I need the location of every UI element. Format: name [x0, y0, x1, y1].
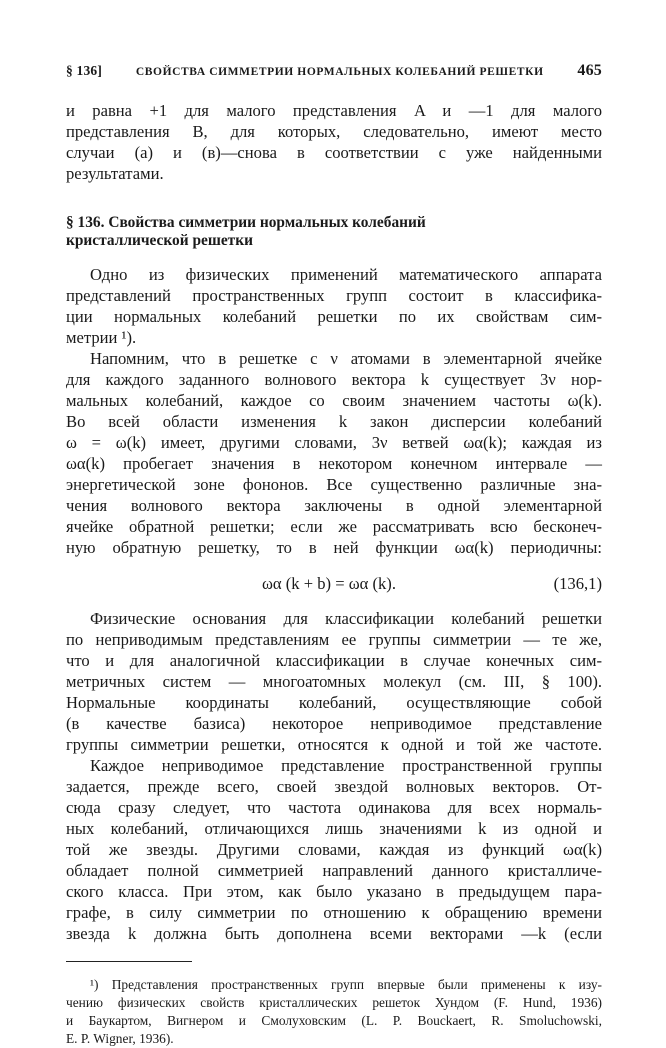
footnote — [66, 976, 602, 1048]
text-line: для каждого заданного волнового вектора k существует 3ν нор- — [66, 370, 602, 389]
running-head-section: § 136] — [66, 63, 103, 78]
text-line: группы симметрии решетки, относятся к одной и той же частоте. — [66, 735, 602, 754]
running-head-title: СВОЙСТВА СИММЕТРИИ НОРМАЛЬНЫХ КОЛЕБАНИЙ РЕШЕТКИ — [135, 66, 544, 78]
text-line: сюда сразу следует, что частота одинакова для всех нормаль- — [66, 798, 602, 817]
text-line: и равна +1 для малого представления A и —1 для малого — [66, 101, 602, 120]
paragraph — [66, 755, 602, 944]
text-line: ячейке обратной решетки; если же рассматривать всю бесконеч- — [66, 517, 602, 536]
paragraph — [66, 264, 602, 348]
text-line: Во всей области изменения k закон дисперсии колебаний — [66, 412, 602, 431]
running-head — [66, 62, 602, 88]
text-line: представления B, для которых, следовательно, имеют место — [66, 122, 602, 141]
text-line: ωα(k) пробегает значения в некотором конечном интервале — — [66, 454, 602, 473]
text-line: обладает полной симметрией направлений данного кристалличе- — [66, 861, 602, 880]
text-line: Одно из физических применений математического аппарата — [90, 265, 602, 284]
text-line: ции нормальных колебаний решетки по их свойствам сим- — [66, 307, 602, 326]
text-line: энергетической зоне фононов. Все существенно различные зна- — [66, 475, 602, 494]
text-line: Физические основания для классификации колебаний решетки — [90, 609, 602, 628]
text-line: (в качестве базиса) некоторое неприводимое представление — [66, 714, 602, 733]
paragraph — [66, 348, 602, 558]
text-line: Нормальные координаты колебаний, осуществляющие собой — [66, 693, 602, 712]
footnote-line: ¹) Представления пространственных групп впервые были применены к изу- — [90, 977, 602, 992]
book-page — [66, 62, 602, 1048]
text-line: ных колебаний, отличающихся лишь значениями k из одной и — [66, 819, 602, 838]
text-line: ского класса. При этом, как было указано в предыдущем пара- — [66, 882, 602, 901]
text-line: чения волнового вектора заключены в одной элементарной — [66, 496, 602, 515]
text-line: результатами. — [66, 164, 164, 183]
text-line: задается, прежде всего, своей звездой волновых векторов. От- — [66, 777, 602, 796]
equation-number: (136,1) — [553, 574, 602, 593]
footnote-line: и Бaукартом, Вигнером и Смолуховским (L. P. Bouckaert, R. Smoluchowski, — [66, 1013, 602, 1028]
footnote-line: E. P. Wigner, 1936). — [66, 1031, 174, 1046]
page-number: 465 — [577, 62, 602, 79]
footnote-divider — [66, 961, 192, 962]
section-heading-line: § 136. Свойства симметрии нормальных колебаний — [66, 214, 426, 231]
text-line: метричных систем — многоатомных молекул (см. III, § 100). — [66, 672, 602, 691]
text-line: ную обратную решетку, то в ней функции ωα(k) периодичны: — [66, 538, 602, 557]
text-line: по неприводимым представлениям ее группы симметрии — те же, — [66, 630, 602, 649]
text-line: что и для аналогичной классификации в случае конечных сим- — [66, 651, 602, 670]
text-line: той же звезды. Другими словами, каждая из функций ωα(k) — [66, 840, 602, 859]
equation-expression: ωα (k + b) = ωα (k). — [262, 574, 396, 593]
text-line: представлений пространственных групп состоит в классифика- — [66, 286, 602, 305]
text-line: ω = ω(k) имеет, другими словами, 3ν ветвей ωα(k); каждая из — [66, 433, 602, 452]
footnote-line: чению физических свойств кристаллических решеток Хундом (F. Hund, 1936) — [66, 995, 602, 1010]
top-paragraph — [66, 100, 602, 184]
equation — [66, 573, 602, 594]
text-line: графе, в силу симметрии по отношению к обращению времени — [66, 903, 602, 922]
section-heading-line: кристаллической решетки — [66, 232, 253, 249]
section-heading — [66, 214, 602, 250]
text-line: мальных колебаний, каждое со своим значением частоты ω(k). — [66, 391, 602, 410]
text-line: Каждое неприводимое представление пространственной группы — [90, 756, 602, 775]
text-line: случаи (а) и (в)—снова в соответствии с уже найденными — [66, 143, 602, 162]
text-line: Напомним, что в решетке с ν атомами в элементарной ячейке — [90, 349, 602, 368]
paragraph — [66, 608, 602, 755]
text-line: метрии ¹). — [66, 328, 137, 347]
text-line: звезда k должна быть дополнена всеми векторами —k (если — [66, 924, 602, 943]
